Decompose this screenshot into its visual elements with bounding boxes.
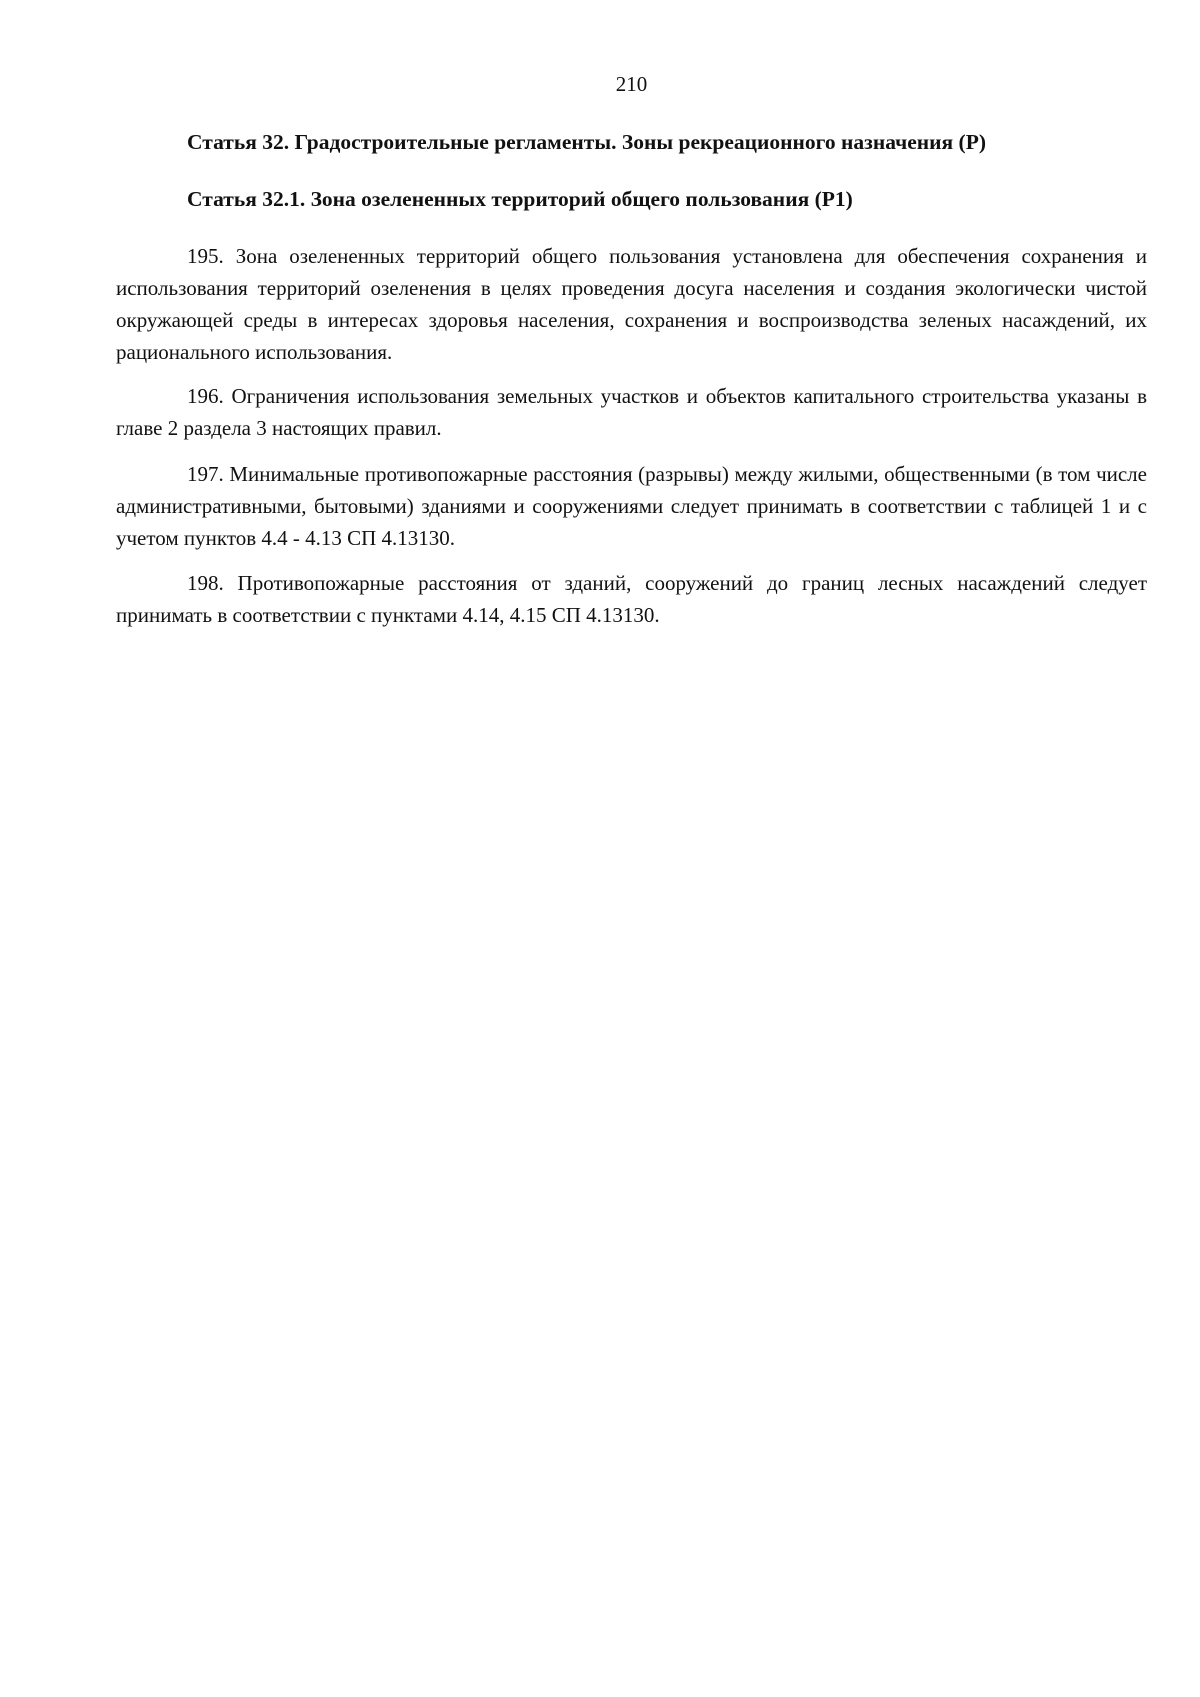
paragraph-195: 195. Зона озелененных территорий общего пользования установлена для обеспечения сохранения и использования территорий озеленения в целях проведения досуга населения и создания экологически чистой окружающей среды в интересах здоровья населения, сохранения и воспроизводства зеленых насаждений, их рационального использования. bbox=[116, 244, 1147, 364]
page-number: 210 bbox=[615, 72, 648, 96]
article-heading: Статья 32. Градостроительные регламенты. Зоны рекреационного назначения (Р) bbox=[187, 130, 986, 154]
subarticle-heading: Статья 32.1. Зона озелененных территорий общего пользования (Р1) bbox=[187, 187, 853, 211]
paragraph-198: 198. Противопожарные расстояния от зданий, сооружений до границ лесных насаждений следует принимать в соответствии с пунктами 4.14, 4.15 СП 4.13130. bbox=[116, 571, 1147, 627]
paragraph-196: 196. Ограничения использования земельных участков и объектов капитального строительства указаны в главе 2 раздела 3 настоящих правил. bbox=[116, 384, 1147, 440]
paragraph-197: 197. Минимальные противопожарные расстояния (разрывы) между жилыми, общественными (в том числе административными, бытовыми) зданиями и сооружениями следует принимать в соответствии с таблицей 1 и с учетом пунктов 4.4 - 4.13 СП 4.13130. bbox=[116, 462, 1147, 550]
